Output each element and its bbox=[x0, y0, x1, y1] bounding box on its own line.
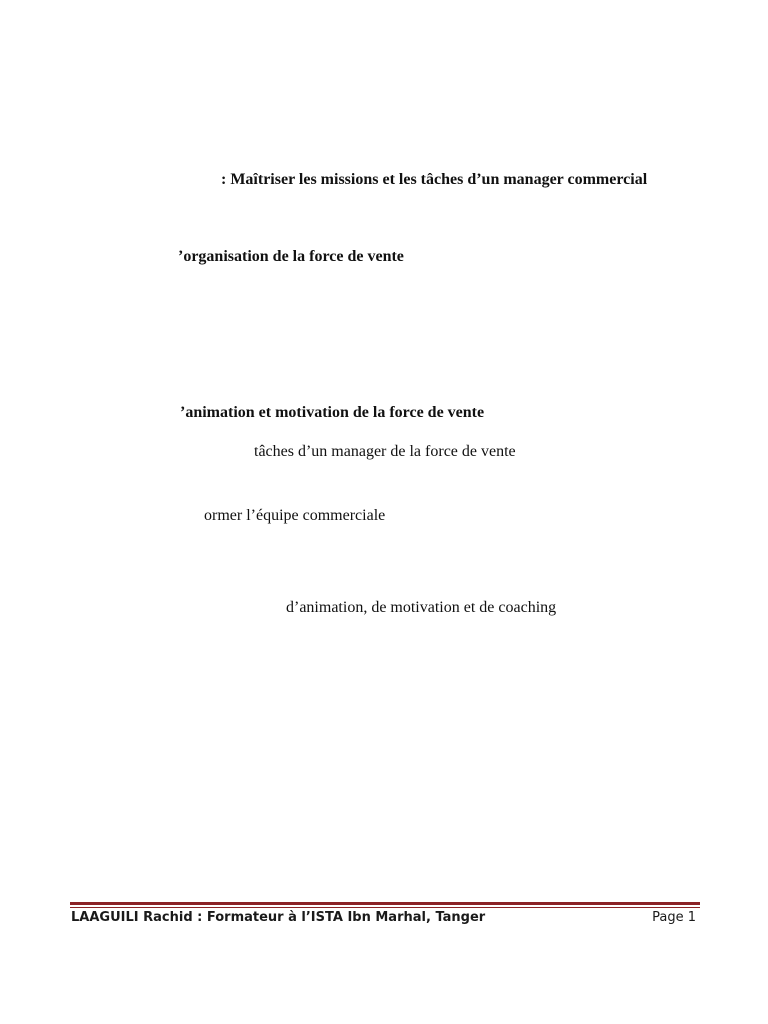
section-heading-animation: ’animation et motivation de la force de vente bbox=[180, 404, 485, 421]
footer-divider-thin bbox=[70, 907, 700, 908]
section-heading-organisation: ’organisation de la force de vente bbox=[178, 248, 404, 265]
subsection-animation-coaching: d’animation, de motivation et de coaching bbox=[286, 599, 557, 616]
objective-heading: : Maîtriser les missions et les tâches d’un manager commercial bbox=[221, 171, 648, 188]
footer-author: LAAGUILI Rachid : Formateur à l’ISTA Ibn Marhal, Tanger bbox=[71, 910, 486, 925]
footer-divider-thick bbox=[70, 902, 700, 905]
subsection-manager-tasks: tâches d’un manager de la force de vente bbox=[254, 443, 516, 460]
footer-page-number: Page 1 bbox=[652, 910, 696, 925]
subsection-train-team: ormer l’équipe commerciale bbox=[204, 507, 386, 524]
